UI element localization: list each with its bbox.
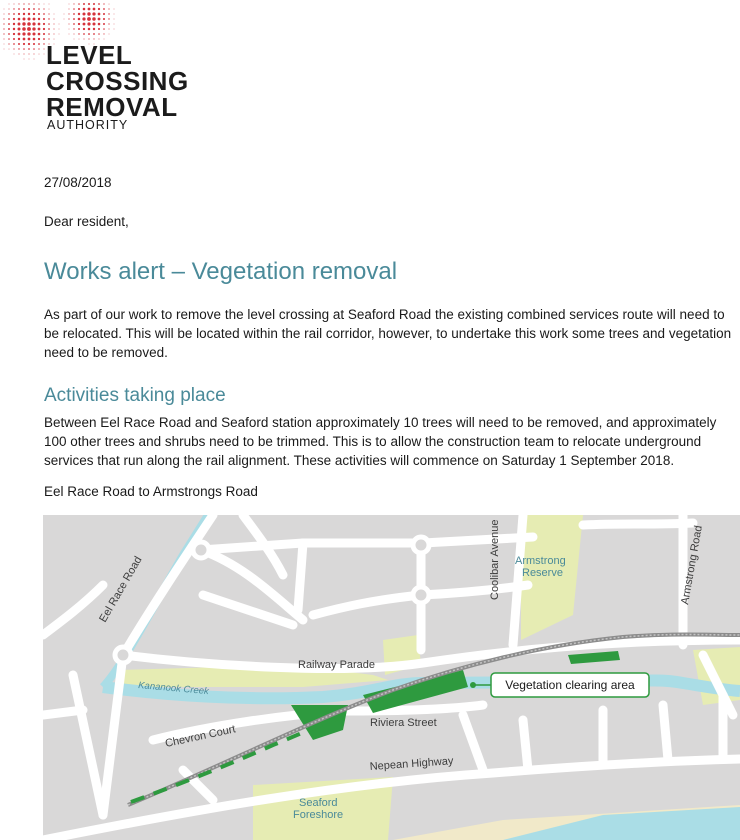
logo-dot [22,32,25,35]
logo-dot [18,23,21,26]
logo-dot [33,18,36,21]
logo-dot [27,32,30,35]
logo-dot [28,38,31,41]
logo-dot [114,29,115,30]
logo-dot [114,9,115,10]
logo-dot [83,28,85,30]
logo-dot [33,3,34,4]
logo-dot [53,33,54,34]
logo-dot [28,53,29,54]
logo-dot [93,33,95,35]
logo-dot [18,13,20,15]
logo-dot [38,8,40,10]
logo-dot [23,8,25,10]
logo-dot [18,8,20,10]
logo-dot [27,22,31,26]
logo-dot [13,43,15,45]
logo-dot [78,18,81,21]
logo-dot [69,4,70,5]
logo-dot [13,18,15,20]
logo-dot [73,8,75,10]
logo-dot [109,34,110,35]
logo-dot [109,4,110,5]
logo-dot [18,38,20,40]
logo-dot [64,14,65,15]
logo-dot [103,23,105,25]
logo-dot [8,23,10,25]
logo-dot [19,54,20,55]
logo-dot [32,32,35,35]
logo-dot [43,28,45,30]
site-map [43,515,740,840]
logo-dot [103,33,104,34]
logo-dot [13,23,15,25]
logo-dot [38,38,40,40]
logo-dot [108,18,109,19]
logo-dot [44,54,45,55]
logo-dot [83,3,85,5]
logo-dot [98,8,100,10]
label-kananook-creek: Kananook Creek [137,680,210,698]
logo-dot [83,8,86,11]
logo-dot [43,13,45,15]
logo-dot [93,3,95,5]
logo-dot [13,33,15,35]
logo-dot [23,43,25,45]
lxra-logo [0,0,200,140]
logo-dot [34,59,35,60]
logo-line-1: LEVEL [46,40,133,70]
salutation: Dear resident, [44,214,129,229]
logo-dot [38,23,41,26]
label-armstrong-reserve-2: Reserve [522,567,563,579]
logo-dot [33,53,34,54]
logo-dot [43,33,45,35]
logo-dot [9,49,10,50]
label-chevron-court: Chevron Court [164,723,237,750]
logo-dot [69,9,70,10]
logo-dot [43,18,45,20]
logo-dot [13,8,14,9]
logo-dot [64,19,65,20]
logo-dot [38,43,40,45]
logo-dot [87,12,90,15]
logo-dot [69,29,70,30]
logo-dot [3,38,4,39]
logo-dot [33,48,35,50]
logo-dot [4,49,5,50]
logo-dot [43,48,44,49]
letter-date: 27/08/2018 [44,175,112,190]
logo-dot [3,18,4,19]
logo-dot [114,14,115,15]
logo-dot [59,29,60,30]
logo-dot [18,43,20,45]
logo-dot [18,48,19,49]
logo-dot [73,18,75,20]
logo-dot [33,8,35,10]
logo-dot [83,23,86,26]
logo-dot [8,28,10,30]
logo-dot [88,8,91,11]
logo-dot [8,38,10,40]
logo-dot [32,22,35,25]
label-armstrong-road: Armstrong Road [679,524,705,606]
logo-dot [68,13,69,14]
logo-dot [93,28,95,30]
logo-dot [8,13,9,14]
logo-dot [43,38,45,40]
logo-dot [8,18,10,20]
logo-dot [88,28,91,31]
logo-line-3: REMOVAL [46,92,178,122]
logo-dot [32,27,35,30]
logo-dot [108,28,109,29]
logo-dot [27,27,31,31]
logo-dot [73,3,74,4]
logo-dot [18,33,21,36]
logo-dot [48,28,50,30]
logo-dot [73,28,74,29]
logo-dot [98,3,100,5]
logo-dot [103,8,105,10]
logo-dot [78,28,80,30]
logo-dot [8,43,9,44]
logo-dot [13,28,15,30]
logo-dot [33,38,36,41]
logo-dot [103,13,105,15]
logo-wordmark [46,42,189,120]
logo-dot [38,18,40,20]
logo-dot [28,18,31,21]
logo-dot [68,18,69,19]
page-title: Works alert – Vegetation removal [44,258,398,285]
logo-dot [73,23,75,25]
logo-dot [108,23,109,24]
logo-dot [28,43,30,45]
logo-dot [68,23,69,24]
logo-dot [78,13,80,15]
logo-dot [82,12,85,15]
logo-dot [53,28,54,29]
logo-dot [4,44,5,45]
logo-dot [22,22,25,25]
logo-dot [23,18,26,21]
logo-dot [87,17,91,21]
logo-dot [93,8,96,11]
logo-dot [38,33,41,36]
logo-dot [87,22,90,25]
logo-dot [74,34,75,35]
logo-dot [78,8,80,10]
logo-dot [78,23,80,25]
logo-dot [98,28,100,30]
logo-dot [33,13,35,15]
label-railway-parade: Railway Parade [298,659,376,671]
logo-dot [49,4,50,5]
logo-dot [59,24,60,25]
logo-dot [3,33,4,34]
label-seaford-foreshore-1: Seaford [299,797,338,809]
logo-dot [54,14,55,15]
map-caption: Eel Race Road to Armstrongs Road [44,484,258,499]
logo-dot [39,54,40,55]
logo-line-4: AUTHORITY [47,118,129,132]
logo-dot [103,3,104,4]
logo-dot [8,33,10,35]
logo-dot [18,18,21,21]
logo-dot [8,8,9,9]
logo-dot [23,13,25,15]
logo-dot [108,8,109,9]
logo-dot [18,28,21,31]
logo-dot [82,17,85,20]
logo-dot [43,8,44,9]
logo-dot [38,13,40,15]
logo-dot [98,13,101,16]
logo-dot [13,13,15,15]
logo-dot [49,9,50,10]
map-canvas [43,515,740,840]
logo-line-2: CROSSING [46,66,189,96]
logo-dot [9,4,10,5]
logo-dot [48,13,49,14]
logo-dot [29,59,30,60]
logo-dot [23,3,24,4]
logo-dot [98,23,101,26]
label-coolibar-avenue: Coolibar Avenue [489,519,501,600]
logo-dot [88,3,90,5]
logo-dot [28,13,30,15]
logo-dot [13,38,15,40]
logo-dot [38,3,39,4]
label-eel-race-road: Eel Race Road [97,554,145,625]
logo-dot [28,48,30,50]
logo-dot [73,13,75,15]
logo-dot [28,8,30,10]
activities-paragraph: Between Eel Race Road and Seaford station approximately 10 trees will need to be removed, and approximately 100 other trees and shrubs need to be trimmed. This is to allow the construction team to relocate underground services that run along the rail alignment. These activities will commence on Saturday 1 September 2018. [44,415,717,468]
logo-dot [14,4,15,5]
logo-dot [33,43,35,45]
label-seaford-foreshore-2: Foreshore [293,809,344,821]
logo-dot [24,59,25,60]
logo-dot [48,23,50,25]
logo-dot [59,34,60,35]
logo-dot [43,43,44,44]
logo-dot [28,3,29,4]
legend-label: Vegetation clearing area [505,678,635,692]
logo-dot [92,22,95,25]
logo-dot [108,13,109,14]
logo-dot [78,3,80,5]
logo-dot [13,48,14,49]
logo-dot [38,28,41,31]
logo-dot [3,28,4,29]
label-nepean-highway: Nepean Highway [369,755,454,773]
logo-dot [48,33,50,35]
logo-dot [14,54,15,55]
label-riviera-street: Riviera Street [370,717,437,729]
clearing-legend-callout [470,673,649,697]
logo-dot [23,53,24,54]
logo-dot [69,34,70,35]
logo-dot [4,14,5,15]
activities-heading: Activities taking place [44,385,226,406]
logo-dot [53,23,54,24]
logo-dot [92,17,95,20]
logo-dot [114,19,115,20]
logo-dot [48,18,49,19]
logo-dot [38,48,39,49]
logo-dot [83,33,85,35]
logo-dot [92,12,95,15]
logo-dot [78,33,79,34]
logo-dot [114,24,115,25]
intro-paragraph: As part of our work to remove the level crossing at Seaford Road the existing combined services route will need to be relocated. This will be located within the rail corridor, however, to undertake this work some trees and vegetation need to be removed. [44,307,732,360]
logo-dot [23,48,25,50]
logo-dot [54,19,55,20]
logo-dot [23,38,26,41]
logo-dot [3,23,4,24]
logo-dot [22,27,26,31]
logo-dot [88,33,90,35]
logo-dot [98,18,101,21]
logo-dot [103,28,105,30]
logo-dot [98,33,100,35]
logo-dot [4,9,5,10]
logo-dot [43,23,45,25]
logo-dot [44,4,45,5]
label-armstrong-reserve-1: Armstrong [515,555,566,567]
logo-dot [103,18,105,20]
logo-dot [18,3,19,4]
